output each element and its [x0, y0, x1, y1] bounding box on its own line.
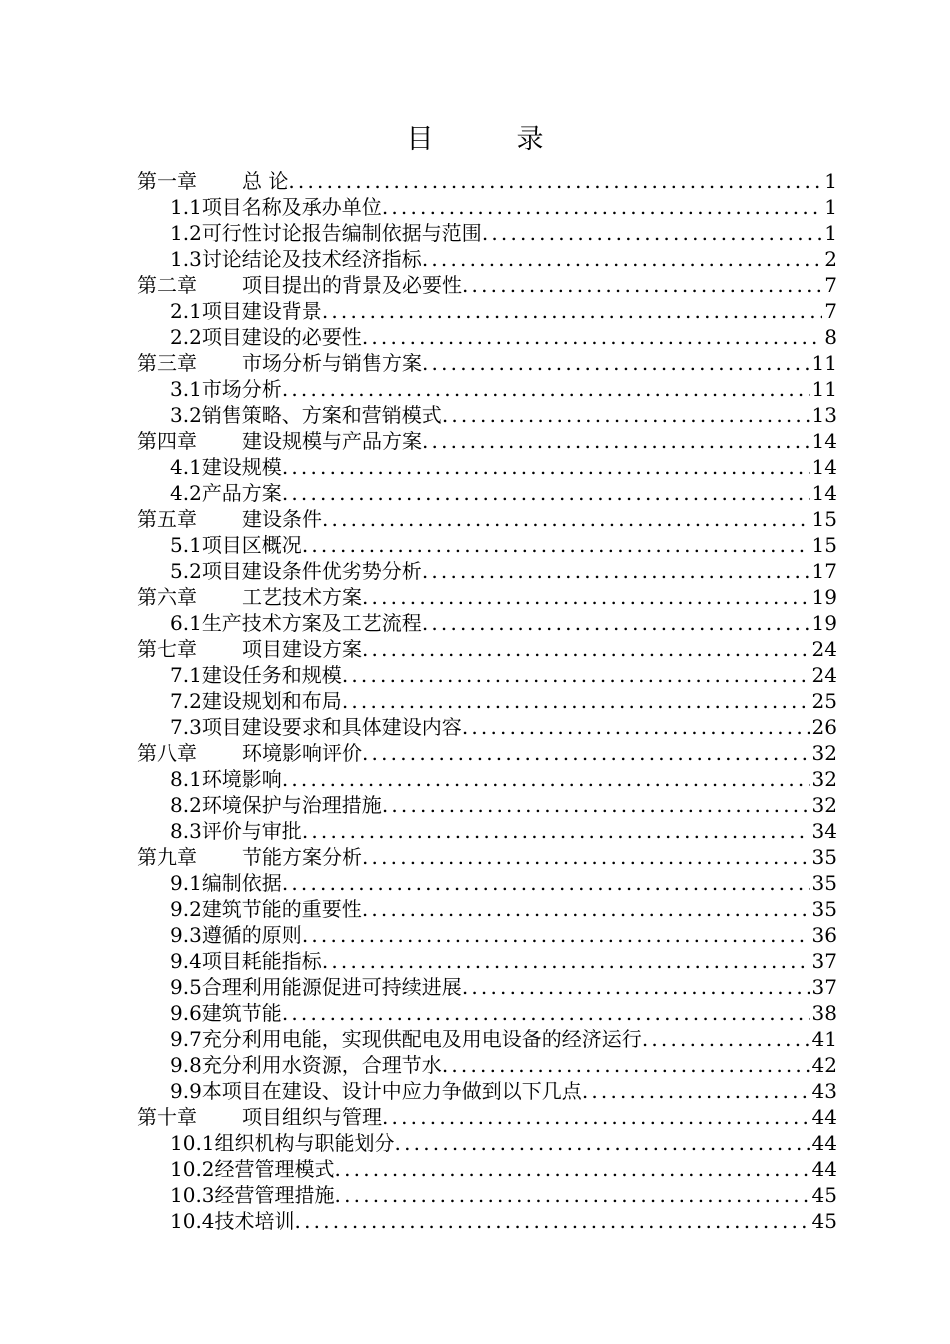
toc-entry-number: 7.3: [170, 715, 202, 739]
toc-page-number: 15: [811, 533, 837, 557]
toc-page-number: 41: [811, 1027, 837, 1051]
toc-entry-title: 经营管理模式: [214, 1157, 335, 1181]
toc-entry-number: 第五章: [137, 507, 197, 531]
toc-entry-number: 10.1: [170, 1131, 215, 1155]
toc-entry-number: 第三章: [137, 351, 197, 375]
toc-section-entry[interactable]: [137, 714, 837, 740]
toc-entry-title: 建筑节能的重要性: [201, 897, 362, 921]
toc-chapter-entry[interactable]: [137, 272, 837, 298]
toc-entry-number: 9.4: [170, 949, 202, 973]
toc-page-number: 11: [811, 377, 837, 401]
toc-dot-leader: [295, 1208, 810, 1234]
page-title: [0, 122, 950, 158]
toc-entry-number: 9.2: [170, 897, 202, 921]
toc-entry-number: 4.1: [170, 455, 202, 479]
toc-page-number: 11: [811, 351, 837, 375]
toc-entry-number: 第八章: [137, 741, 197, 765]
toc-dot-leader: [335, 1156, 810, 1182]
toc-dot-leader: [422, 558, 810, 584]
toc-page-number: 44: [811, 1131, 837, 1155]
toc-page-number: 35: [811, 845, 837, 869]
toc-dot-leader: [642, 1026, 810, 1052]
toc-dot-leader: [382, 194, 822, 220]
toc-entry-title: 建设条件: [242, 507, 322, 531]
toc-page-number: 32: [811, 767, 837, 791]
toc-entry-number: 第二章: [137, 273, 197, 297]
toc-entry-number: 8.3: [170, 819, 202, 843]
toc-section-entry[interactable]: [137, 922, 837, 948]
toc-section-entry[interactable]: [137, 194, 837, 220]
toc-dot-leader: [282, 454, 810, 480]
toc-page-number: 15: [811, 507, 837, 531]
toc-entry-title: 市场分析与销售方案: [242, 351, 422, 375]
toc-chapter-entry[interactable]: [137, 636, 837, 662]
toc-entry-number: 9.7: [170, 1027, 202, 1051]
toc-dot-leader: [362, 584, 810, 610]
toc-chapter-entry[interactable]: [137, 584, 837, 610]
toc-entry-title: 编制依据: [201, 871, 282, 895]
toc-entry-number: 10.2: [170, 1157, 215, 1181]
toc-section-entry[interactable]: [137, 818, 837, 844]
toc-dot-leader: [302, 532, 810, 558]
toc-entry-title: 充分利用水资源，合理节水: [201, 1053, 442, 1077]
toc-entry-title: 市场分析: [201, 377, 282, 401]
toc-dot-leader: [382, 1104, 810, 1130]
toc-entry-title: 项目名称及承办单位: [201, 195, 382, 219]
toc-section-entry[interactable]: [137, 792, 837, 818]
toc-entry-title: 建设规划和布局: [201, 689, 342, 713]
toc-dot-leader: [282, 1000, 810, 1026]
toc-section-entry[interactable]: [137, 480, 837, 506]
toc-page-number: 45: [811, 1209, 837, 1233]
toc-dot-leader: [322, 948, 810, 974]
toc-chapter-entry[interactable]: [137, 506, 837, 532]
toc-section-entry[interactable]: [137, 324, 837, 350]
toc-entry-number: 10.3: [170, 1183, 215, 1207]
toc-entry-title: 产品方案: [201, 481, 282, 505]
toc-entry-number: 9.8: [170, 1053, 202, 1077]
toc-page-number: 24: [811, 663, 837, 687]
toc-dot-leader: [342, 688, 810, 714]
toc-chapter-entry[interactable]: [137, 1104, 837, 1130]
toc-chapter-entry[interactable]: [137, 350, 837, 376]
toc-entry-title: 经营管理措施: [214, 1183, 335, 1207]
title-part-1: 目: [406, 124, 434, 155]
toc-entry-title: 环境影响评价: [242, 741, 362, 765]
toc-page-number: 14: [811, 481, 837, 505]
toc-section-entry[interactable]: [137, 454, 837, 480]
toc-entry-title: 组织机构与职能划分: [214, 1131, 395, 1155]
toc-dot-leader: [422, 428, 810, 454]
toc-section-entry[interactable]: [137, 246, 837, 272]
toc-section-entry[interactable]: [137, 1130, 837, 1156]
toc-page-number: 35: [811, 897, 837, 921]
table-of-contents: [137, 168, 837, 1234]
toc-section-entry[interactable]: [137, 532, 837, 558]
toc-entry-title: 本项目在建设、设计中应力争做到以下几点: [201, 1079, 582, 1103]
toc-section-entry[interactable]: [137, 1156, 837, 1182]
toc-dot-leader: [302, 922, 810, 948]
toc-page-number: 14: [811, 429, 837, 453]
toc-entry-number: 第七章: [137, 637, 197, 661]
toc-page-number: 19: [811, 585, 837, 609]
toc-page-number: 37: [811, 949, 837, 973]
toc-page-number: 34: [811, 819, 837, 843]
toc-page-number: 45: [811, 1183, 837, 1207]
toc-entry-number: 3.1: [170, 377, 202, 401]
toc-entry-title: 项目组织与管理: [242, 1105, 382, 1129]
toc-entry-number: 4.2: [170, 481, 202, 505]
toc-entry-number: 2.1: [170, 299, 202, 323]
toc-dot-leader: [482, 220, 822, 246]
toc-entry-title: 项目建设条件优劣势分析: [201, 559, 422, 583]
toc-section-entry[interactable]: [137, 948, 837, 974]
toc-entry-title: 技术培训: [214, 1209, 295, 1233]
toc-entry-number: 6.1: [170, 611, 202, 635]
toc-entry-number: 9.9: [170, 1079, 202, 1103]
toc-entry-title: 建设规模: [201, 455, 282, 479]
toc-section-entry[interactable]: [137, 974, 837, 1000]
toc-page-number: 2: [824, 247, 837, 271]
toc-entry-title: 项目建设背景: [201, 299, 322, 323]
toc-dot-leader: [442, 1052, 810, 1078]
toc-page-number: 43: [811, 1079, 837, 1103]
toc-entry-title: 总 论: [242, 169, 289, 193]
toc-entry-number: 7.1: [170, 663, 202, 687]
toc-dot-leader: [362, 324, 822, 350]
toc-dot-leader: [282, 870, 810, 896]
toc-entry-title: 项目建设的必要性: [201, 325, 362, 349]
toc-dot-leader: [302, 818, 810, 844]
toc-entry-title: 建设任务和规模: [201, 663, 342, 687]
toc-entry-number: 8.1: [170, 767, 202, 791]
toc-entry-number: 9.1: [170, 871, 202, 895]
toc-section-entry[interactable]: [137, 298, 837, 324]
toc-entry-number: 第四章: [137, 429, 197, 453]
toc-page-number: 7: [824, 273, 837, 297]
toc-section-entry[interactable]: [137, 662, 837, 688]
toc-entry-number: 第一章: [137, 169, 197, 193]
toc-dot-leader: [322, 298, 822, 324]
toc-entry-number: 第十章: [137, 1105, 197, 1129]
toc-entry-title: 环境影响: [201, 767, 282, 791]
toc-entry-number: 5.2: [170, 559, 202, 583]
toc-entry-title: 节能方案分析: [242, 845, 362, 869]
toc-entry-title: 销售策略、方案和营销模式: [201, 403, 442, 427]
toc-entry-title: 建设规模与产品方案: [242, 429, 422, 453]
toc-entry-title: 讨论结论及技术经济指标: [201, 247, 422, 271]
toc-dot-leader: [462, 714, 810, 740]
toc-chapter-entry[interactable]: [137, 740, 837, 766]
toc-entry-number: 5.1: [170, 533, 202, 557]
toc-page-number: 37: [811, 975, 837, 999]
toc-entry-title: 生产技术方案及工艺流程: [201, 611, 422, 635]
toc-section-entry[interactable]: [137, 1000, 837, 1026]
toc-section-entry[interactable]: [137, 766, 837, 792]
toc-section-entry[interactable]: [137, 402, 837, 428]
toc-entry-number: 8.2: [170, 793, 202, 817]
toc-entry-title: 充分利用电能，实现供配电及用电设备的经济运行: [201, 1027, 642, 1051]
toc-page-number: 1: [824, 221, 837, 245]
toc-section-entry[interactable]: [137, 376, 837, 402]
toc-page-number: 17: [811, 559, 837, 583]
toc-page-number: 1: [824, 169, 837, 193]
toc-dot-leader: [362, 844, 810, 870]
toc-section-entry[interactable]: [137, 1026, 837, 1052]
toc-section-entry[interactable]: [137, 1078, 837, 1104]
toc-dot-leader: [362, 636, 810, 662]
toc-entry-number: 7.2: [170, 689, 202, 713]
toc-page-number: 32: [811, 741, 837, 765]
toc-entry-title: 遵循的原则: [201, 923, 302, 947]
toc-entry-title: 合理利用能源促进可持续进展: [201, 975, 462, 999]
toc-dot-leader: [442, 402, 810, 428]
toc-section-entry[interactable]: [137, 558, 837, 584]
toc-dot-leader: [362, 896, 810, 922]
title-part-2: 录: [516, 124, 544, 155]
toc-page-number: 32: [811, 793, 837, 817]
toc-section-entry[interactable]: [137, 896, 837, 922]
toc-dot-leader: [288, 168, 822, 194]
toc-dot-leader: [422, 246, 822, 272]
toc-entry-title: 项目区概况: [201, 533, 302, 557]
toc-page-number: 44: [811, 1105, 837, 1129]
toc-section-entry[interactable]: [137, 1182, 837, 1208]
toc-page-number: 24: [811, 637, 837, 661]
toc-page-number: 8: [824, 325, 837, 349]
toc-entry-title: 评价与审批: [201, 819, 302, 843]
toc-dot-leader: [362, 740, 810, 766]
toc-page-number: 25: [811, 689, 837, 713]
toc-page-number: 13: [811, 403, 837, 427]
toc-entry-number: 1.2: [170, 221, 202, 245]
toc-entry-number: 1.1: [170, 195, 202, 219]
toc-page-number: 1: [824, 195, 837, 219]
toc-section-entry[interactable]: [137, 610, 837, 636]
toc-entry-title: 工艺技术方案: [242, 585, 362, 609]
toc-entry-title: 项目建设要求和具体建设内容: [201, 715, 462, 739]
toc-entry-title: 项目耗能指标: [201, 949, 322, 973]
toc-dot-leader: [462, 974, 810, 1000]
toc-section-entry[interactable]: [137, 870, 837, 896]
toc-dot-leader: [282, 480, 810, 506]
toc-page-number: 42: [811, 1053, 837, 1077]
toc-page-number: 14: [811, 455, 837, 479]
toc-dot-leader: [422, 610, 810, 636]
toc-chapter-entry[interactable]: [137, 844, 837, 870]
toc-dot-leader: [582, 1078, 810, 1104]
toc-section-entry[interactable]: [137, 688, 837, 714]
toc-page-number: 35: [811, 871, 837, 895]
toc-page-number: 19: [811, 611, 837, 635]
toc-dot-leader: [462, 272, 822, 298]
toc-section-entry[interactable]: [137, 1208, 837, 1234]
toc-entry-number: 2.2: [170, 325, 202, 349]
toc-entry-number: 3.2: [170, 403, 202, 427]
toc-page-number: 36: [811, 923, 837, 947]
toc-entry-number: 1.3: [170, 247, 202, 271]
toc-section-entry[interactable]: [137, 220, 837, 246]
toc-entry-number: 第六章: [137, 585, 197, 609]
toc-chapter-entry[interactable]: [137, 428, 837, 454]
toc-entry-title: 项目提出的背景及必要性: [242, 273, 462, 297]
toc-dot-leader: [282, 376, 810, 402]
toc-page-number: 38: [811, 1001, 837, 1025]
toc-entry-title: 可行性讨论报告编制依据与范围: [201, 221, 482, 245]
toc-chapter-entry[interactable]: [137, 168, 837, 194]
toc-dot-leader: [382, 792, 810, 818]
toc-entry-number: 9.3: [170, 923, 202, 947]
toc-entry-number: 9.5: [170, 975, 202, 999]
toc-page-number: 26: [811, 715, 837, 739]
toc-section-entry[interactable]: [137, 1052, 837, 1078]
toc-dot-leader: [335, 1182, 810, 1208]
toc-page-number: 44: [811, 1157, 837, 1181]
toc-page-number: 7: [824, 299, 837, 323]
toc-dot-leader: [422, 350, 810, 376]
toc-dot-leader: [395, 1130, 810, 1156]
toc-entry-title: 建筑节能: [201, 1001, 282, 1025]
toc-entry-title: 项目建设方案: [242, 637, 362, 661]
toc-dot-leader: [342, 662, 810, 688]
toc-entry-title: 环境保护与治理措施: [201, 793, 382, 817]
toc-dot-leader: [282, 766, 810, 792]
toc-entry-number: 10.4: [170, 1209, 215, 1233]
toc-entry-number: 9.6: [170, 1001, 202, 1025]
toc-dot-leader: [322, 506, 810, 532]
toc-entry-number: 第九章: [137, 845, 197, 869]
